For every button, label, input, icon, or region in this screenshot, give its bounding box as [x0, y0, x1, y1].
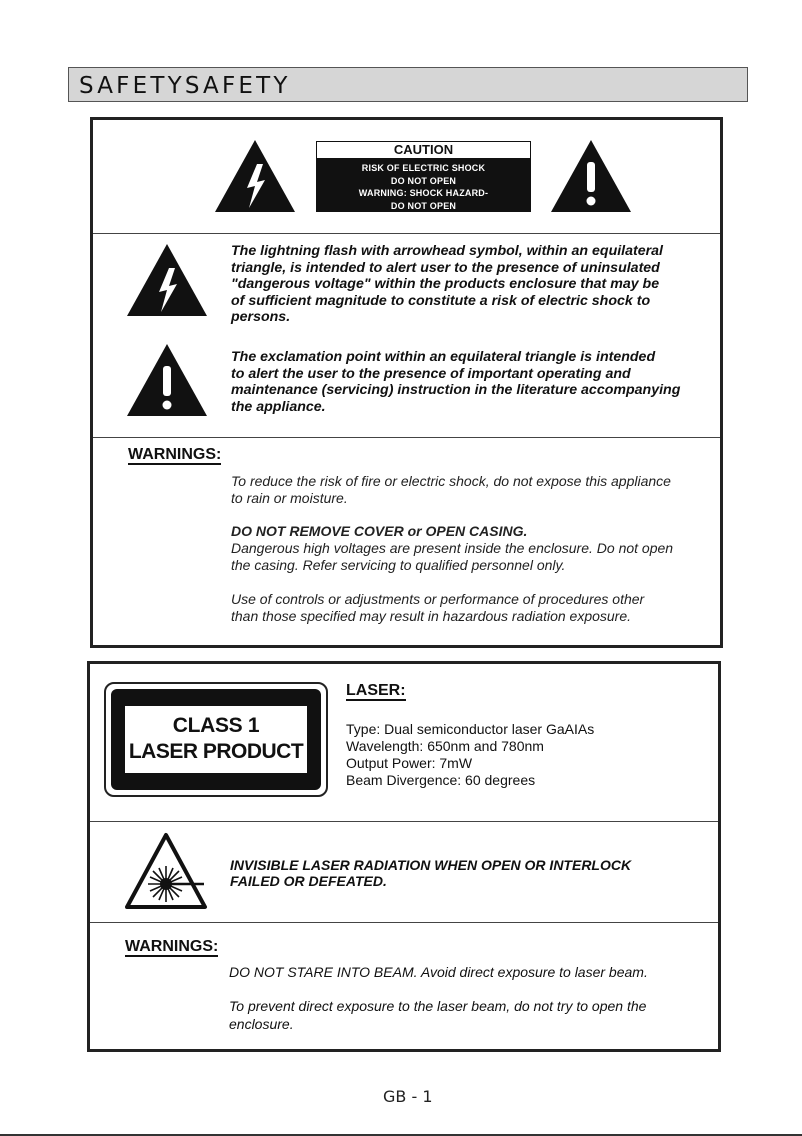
text-line: of sufficient magnitude to constitute a risk of electric shock to	[231, 292, 651, 309]
class1-laser-label	[104, 682, 328, 797]
text-line: to rain or moisture.	[231, 490, 348, 506]
beam-warning: DO NOT STARE INTO BEAM. Avoid direct exposure to laser beam.	[229, 964, 648, 980]
laser-specs	[346, 721, 594, 789]
laser-product-text: LASER PRODUCT	[128, 740, 304, 763]
text-line: the appliance.	[231, 398, 326, 415]
text-line: enclosure.	[229, 1016, 294, 1032]
warning-paragraph	[231, 523, 673, 574]
laser-safety-box	[87, 661, 721, 1052]
caution-line: WARNING: SHOCK HAZARD-	[358, 188, 489, 198]
text-line: To reduce the risk of fire or electric shock, do not expose this appliance	[231, 473, 671, 489]
text-line: FAILED OR DEFEATED.	[230, 873, 387, 889]
lightning-triangle-icon	[213, 138, 297, 214]
caution-line: DO NOT OPEN	[390, 200, 457, 211]
laser-spec-line: Wavelength: 650nm and 780nm	[346, 738, 544, 754]
text-line: to alert the user to the presence of important operating and	[231, 365, 631, 382]
invisible-radiation-warning	[230, 857, 631, 889]
text-line: INVISIBLE LASER RADIATION WHEN OPEN OR INTERLOCK	[230, 857, 632, 873]
lightning-symbol-description	[231, 243, 663, 326]
laser-spec-line: Type: Dual semiconductor laser GaAIAs	[346, 721, 595, 737]
exclamation-symbol-description	[231, 349, 680, 415]
text-line: The lightning flash with arrowhead symbol, within an equilateral	[231, 243, 663, 259]
section-header-bar	[68, 67, 748, 102]
enclosure-warning	[229, 997, 646, 1033]
divider	[90, 821, 718, 822]
text-line: To prevent direct exposure to the laser beam, do not try to open the	[229, 998, 647, 1014]
warning-paragraph	[231, 473, 671, 507]
text-line: Use of controls or adjustments or performance of procedures other	[231, 591, 645, 607]
laser-class-text: CLASS 1	[172, 714, 260, 737]
divider	[93, 437, 720, 438]
text-line: persons.	[231, 309, 291, 325]
text-line: Dangerous high voltages are present inside the enclosure. Do not open	[231, 540, 674, 556]
laser-label-frame	[111, 689, 321, 790]
warnings-heading: WARNINGS:	[128, 446, 222, 463]
laser-heading: LASER:	[346, 682, 406, 699]
lightning-triangle-icon	[125, 242, 209, 318]
laser-warning-icon	[124, 832, 208, 910]
laser-spec-line: Output Power: 7mW	[346, 755, 473, 771]
caution-line: DO NOT OPEN	[390, 175, 457, 186]
text-line: than those specified may result in hazardous radiation exposure.	[231, 608, 632, 624]
warning-paragraph	[231, 591, 644, 625]
text-line: the casing. Refer servicing to qualified personnel only.	[231, 557, 566, 573]
caution-line: RISK OF ELECTRIC SHOCK	[361, 163, 486, 173]
warnings-heading: WARNINGS:	[125, 938, 219, 955]
laser-label-panel	[125, 706, 307, 773]
electric-safety-box	[90, 117, 723, 648]
caution-label	[316, 141, 531, 212]
divider	[90, 922, 718, 923]
exclamation-triangle-icon	[125, 342, 209, 418]
warning-subheading: DO NOT REMOVE COVER or OPEN CASING.	[231, 523, 528, 539]
exclamation-triangle-icon	[549, 138, 633, 214]
caution-title: CAUTION	[317, 142, 530, 160]
divider	[93, 233, 720, 234]
section-title: SAFETYSAFETY	[79, 73, 291, 99]
text-line: The exclamation point within an equilateral triangle is intended	[231, 349, 656, 365]
text-line: triangle, is intended to alert user to the presence of uninsulated	[231, 259, 660, 276]
text-line: "dangerous voltage" within the products enclosure that may be	[231, 276, 660, 292]
laser-spec-line: Beam Divergence: 60 degrees	[346, 772, 536, 788]
text-line: maintenance (servicing) instruction in the literature accompanying	[231, 382, 681, 398]
page-number: GB - 1	[383, 1087, 433, 1106]
